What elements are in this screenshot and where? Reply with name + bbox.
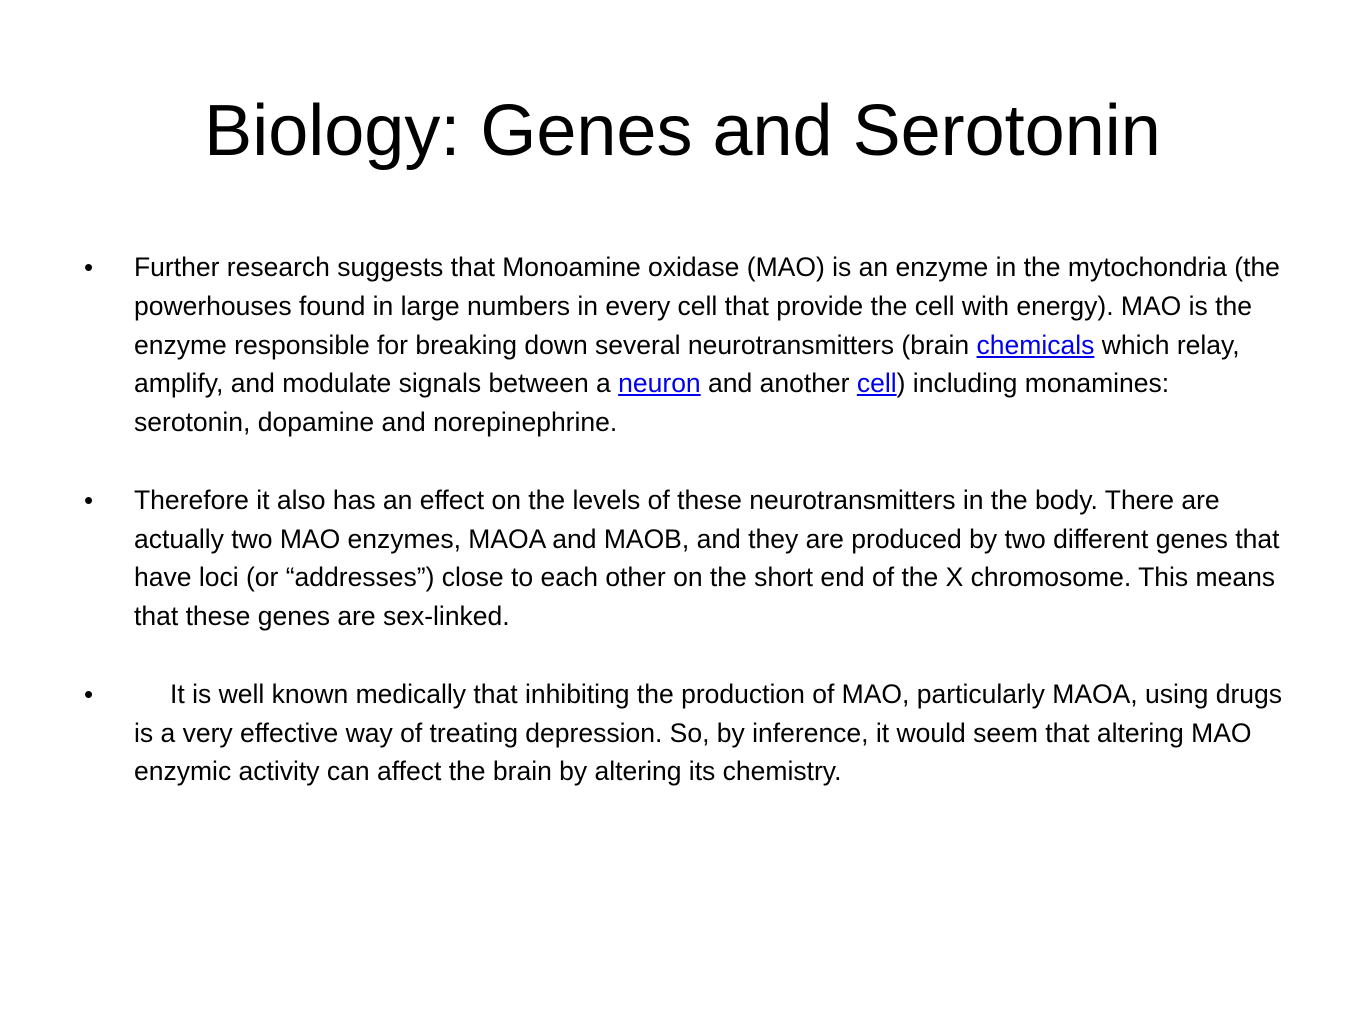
text-segment: which relay, amplify, and modulate signals between a (134, 329, 1240, 399)
bullet-icon: • (84, 252, 94, 282)
text-segment: It is well known medically that inhibiting the production of MAO, particularly MAOA, using drugs is a very effective way of treating depression. So, by inference, it would seem that altering MAO enzymic activity can affect the brain by altering its chemistry. (134, 678, 1283, 787)
bullet-list (84, 248, 1284, 791)
bullet-item-mao-enzyme (84, 248, 1284, 442)
cell-link[interactable]: cell (856, 368, 897, 399)
neuron-link[interactable]: neuron (618, 368, 701, 399)
bullet-text (134, 675, 1284, 791)
bullet-item-mao-genes (84, 481, 1284, 636)
text-segment: Further research suggests that Monoamine oxidase (MAO) is an enzyme in the mytochondria (the powerhouses found in large numbers in every cell that provide the cell with energy). MAO is the enzyme responsible for breaking down several neurotransmitters (brain (134, 252, 1280, 360)
chemicals-link[interactable]: chemicals (976, 329, 1095, 360)
bullet-icon: • (84, 678, 94, 709)
text-segment: and another (700, 368, 857, 399)
bullet-item-depression (84, 675, 1284, 791)
text-segment: ) including monamines: serotonin, dopamine and norepinephrine. (134, 368, 1170, 438)
bullet-text: Therefore it also has an effect on the levels of these neurotransmitters in the body. There are actually two MAO enzymes, MAOA and MAOB, and they are produced by two different genes that have loci (or “addresses”) close to each other on the short end of the X chromosome. This means that these genes are sex-linked. (134, 484, 1280, 632)
bullet-text (134, 248, 1284, 442)
bullet-icon: • (84, 484, 94, 515)
slide-title: Biology: Genes and Serotonin (204, 91, 1161, 171)
